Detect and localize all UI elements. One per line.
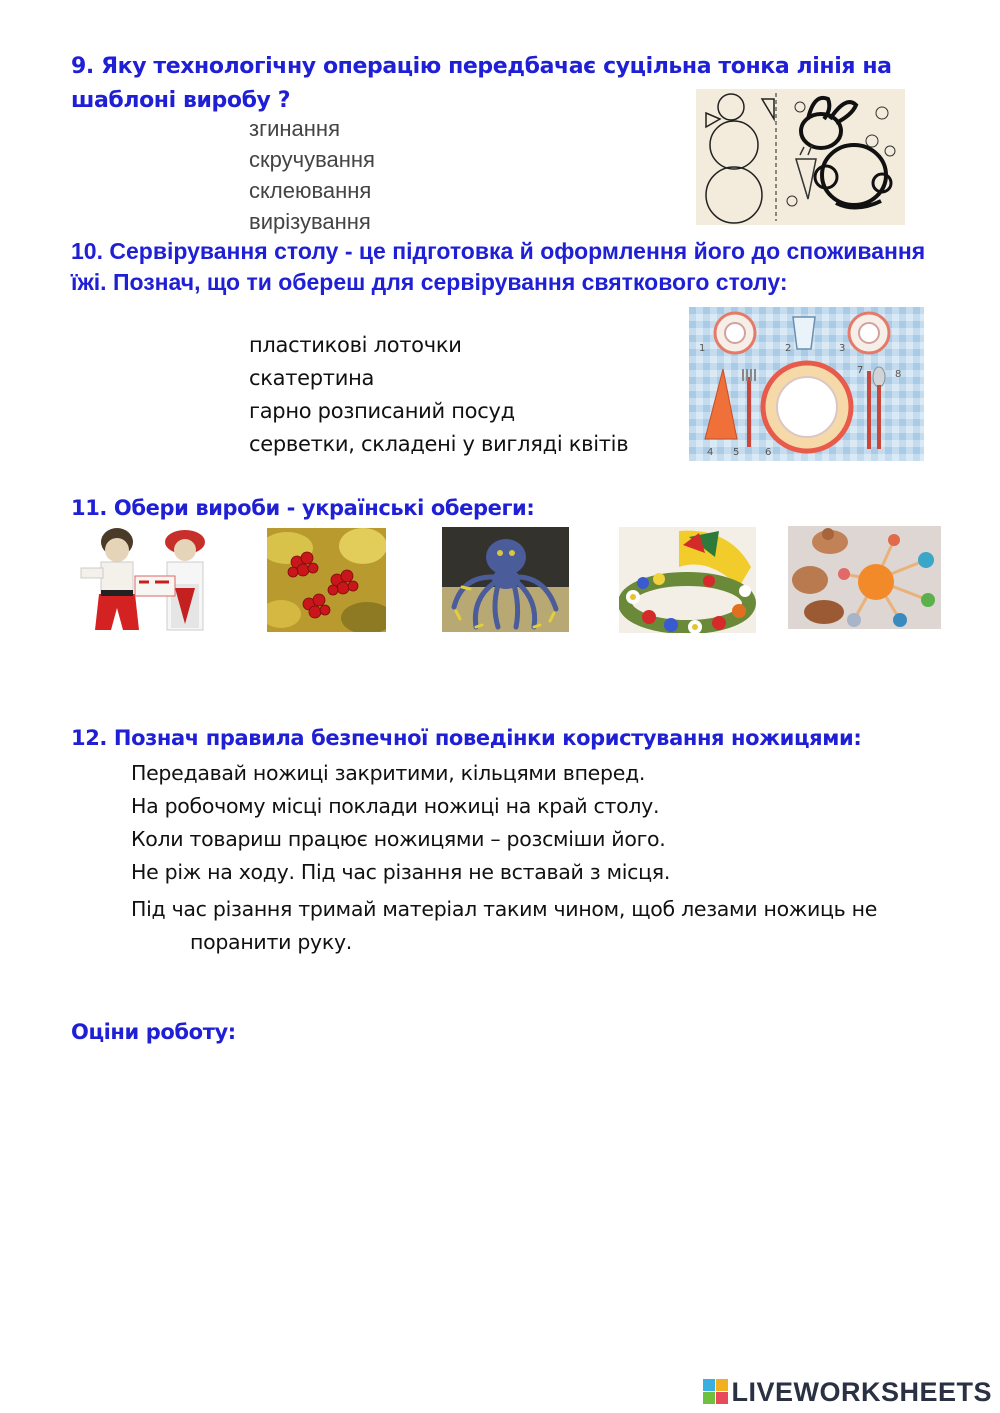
image-number-4: 4 bbox=[707, 447, 714, 458]
image-number-7: 7 bbox=[857, 365, 864, 376]
q10-option-2[interactable]: скатертина bbox=[249, 366, 375, 390]
image-number-8: 8 bbox=[895, 369, 902, 380]
image-number-1: 1 bbox=[699, 343, 706, 354]
viburnum-berries-image[interactable] bbox=[267, 528, 386, 632]
image-number-3: 3 bbox=[839, 343, 846, 354]
q10-option-3[interactable]: гарно розписаний посуд bbox=[249, 399, 515, 423]
question-9-text: 9. Яку технологічну операцію передбачає суцільна тонка лінія на шаблоні виробу ? bbox=[71, 54, 892, 113]
image-number-2: 2 bbox=[785, 343, 792, 354]
table-setting-image bbox=[689, 307, 924, 461]
liveworksheets-logo-mark bbox=[703, 1379, 729, 1405]
q9-option-3[interactable]: склеювання bbox=[249, 178, 372, 203]
question-10-text: 10. Сервірування столу - це підготовка й оформлення його до споживання їжі. Познач, що ти обереш для сервірування святкового столу: bbox=[71, 238, 926, 295]
motanka-dolls-image[interactable] bbox=[79, 528, 224, 632]
question-12-text: 12. Познач правила безпечної поведінки користування ножицями: bbox=[71, 726, 862, 750]
q12-option-1[interactable]: Передавай ножиці закритими, кільцями вперед. bbox=[131, 761, 646, 785]
q12-option-5-line-1: Під час різання тримай матеріал таким чином, щоб лезами ножиць не bbox=[131, 897, 878, 921]
q12-option-4[interactable]: Не ріж на ходу. Під час різання не вставай з місця. bbox=[131, 860, 671, 884]
q12-option-5[interactable] bbox=[131, 893, 877, 959]
wooden-molecule-toy-image[interactable] bbox=[788, 526, 941, 629]
q10-option-4[interactable]: серветки, складені у вигляді квітів bbox=[249, 432, 629, 456]
q12-option-3[interactable]: Коли товариш працює ножицями – розсміши його. bbox=[131, 827, 666, 851]
flower-wreath-image[interactable] bbox=[619, 527, 756, 633]
q10-option-1[interactable]: пластикові лоточки bbox=[249, 333, 462, 357]
image-number-6: 6 bbox=[765, 447, 772, 458]
image-number-5: 5 bbox=[733, 447, 740, 458]
liveworksheets-logo-text: LIVEWORKSHEETS bbox=[731, 1376, 992, 1407]
q12-option-5-line-2: поранити руку. bbox=[190, 930, 353, 954]
q9-option-4[interactable]: вирізування bbox=[249, 209, 371, 234]
q9-option-1[interactable]: згинання bbox=[249, 116, 340, 141]
q12-option-2[interactable]: На робочому місці поклади ножиці на край столу. bbox=[131, 794, 660, 818]
liveworksheets-logo bbox=[703, 1376, 992, 1408]
rate-work-label: Оціни роботу: bbox=[71, 1020, 236, 1044]
template-bunny-image bbox=[696, 89, 905, 225]
q9-option-2[interactable]: скручування bbox=[249, 147, 375, 172]
yarn-spider-image[interactable] bbox=[442, 527, 569, 632]
question-11-text: 11. Обери вироби - українські обереги: bbox=[71, 496, 535, 520]
